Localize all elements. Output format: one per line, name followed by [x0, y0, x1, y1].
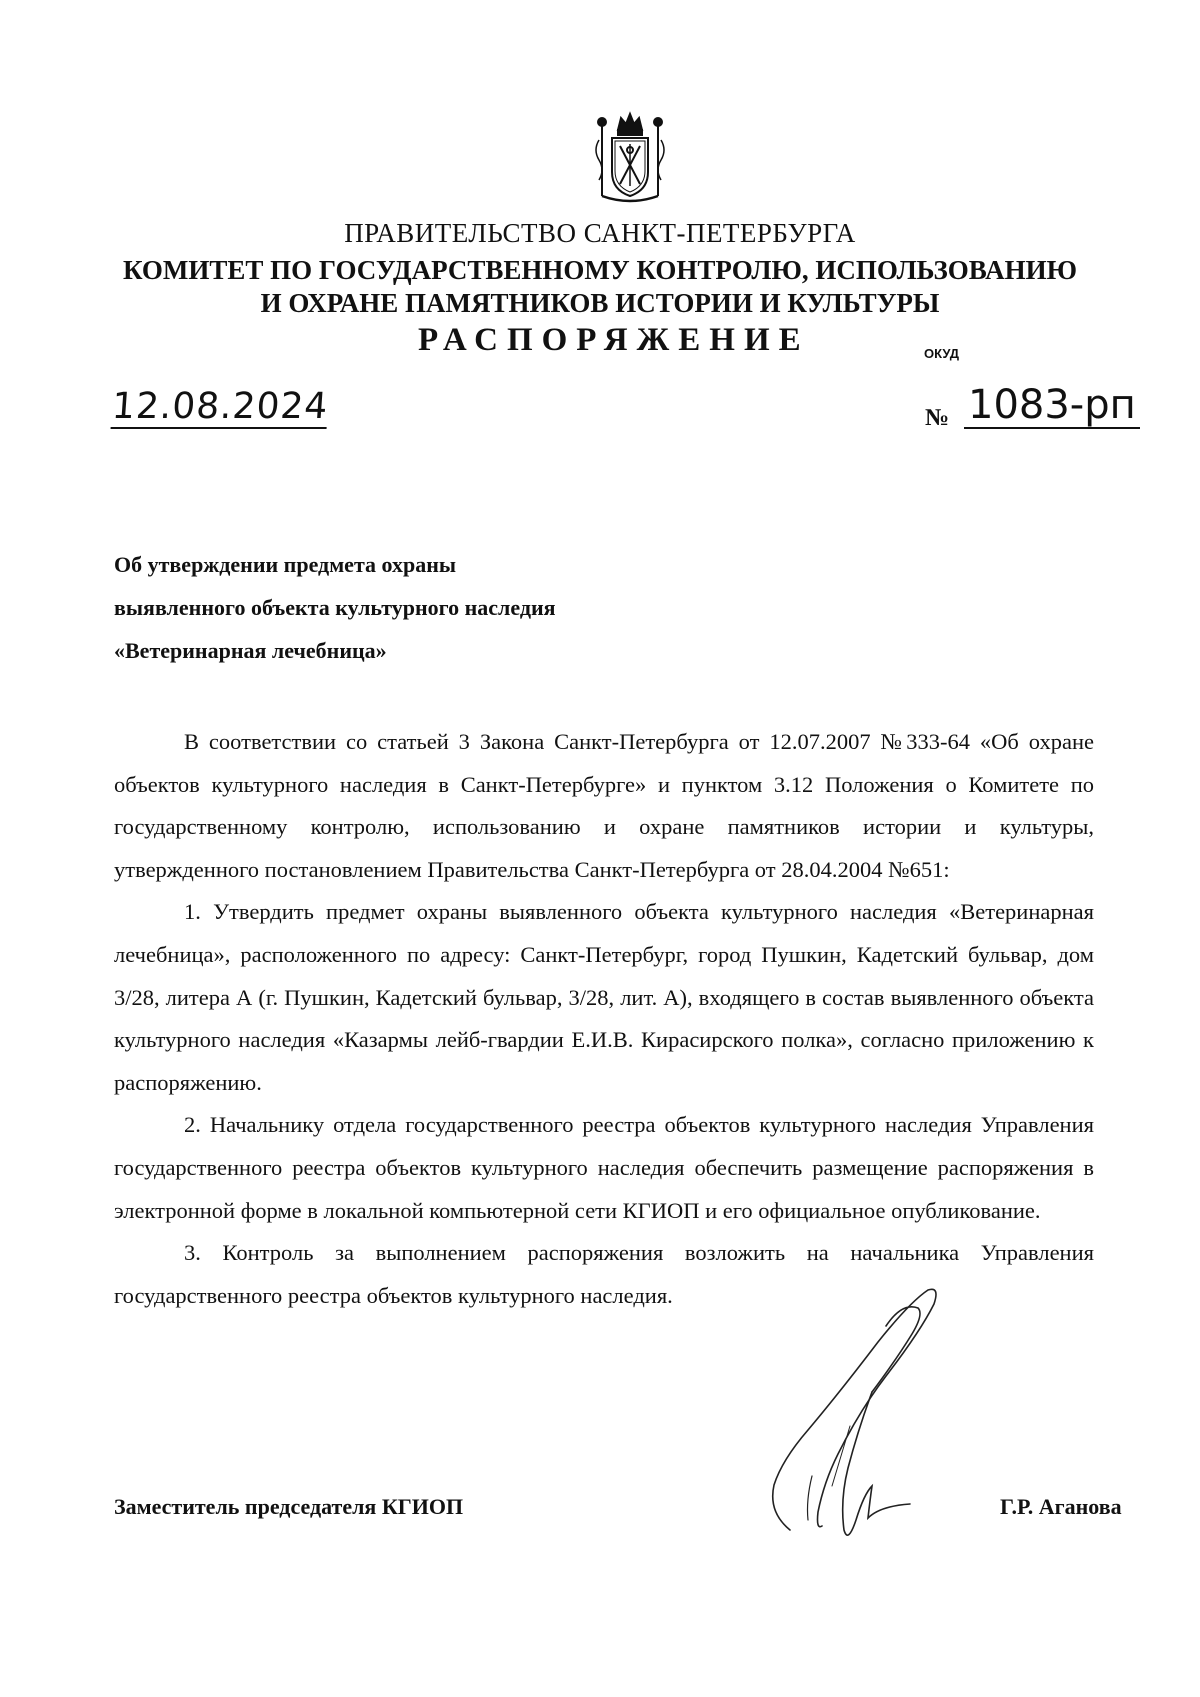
document-body	[114, 721, 1094, 1317]
committee-title-line2: И ОХРАНЕ ПАМЯТНИКОВ ИСТОРИИ И КУЛЬТУРЫ	[260, 288, 940, 318]
signer-position: Заместитель председателя КГИОП	[114, 1494, 464, 1519]
okud-label: ОКУД	[924, 346, 960, 361]
handwritten-document-number: 1083-рп	[964, 383, 1140, 429]
item-1-paragraph: 1. Утвердить предмет охраны выявленного объекта культурного наследия «Ветеринарная лечебница», расположенного по адресу: Санкт-Петербург, город Пушкин, Кадетский бульвар, дом 3/28, литера А (г. Пушкин, Кадетский бульвар, 3/28, лит. А), входящего в состав выявленного объекта культурного наследия «Казармы лейб-гвардии Е.И.В. Кирасирского полка», согласно приложению к распоряжению.	[114, 899, 1094, 1095]
committee-title-line1: КОМИТЕТ ПО ГОСУДАРСТВЕННОМУ КОНТРОЛЮ, ИСПОЛЬЗОВАНИЮ	[123, 255, 1077, 285]
subject-line-2: выявленного объекта культурного наследия	[114, 595, 556, 620]
document-type-title: РАСПОРЯЖЕНИЕ	[418, 322, 810, 358]
handwritten-date: 12.08.2024	[110, 386, 330, 427]
government-title: ПРАВИТЕЛЬСТВО САНКТ-ПЕТЕРБУРГА	[344, 218, 856, 248]
subject-line-1: Об утверждении предмета охраны	[114, 552, 457, 577]
subject-line-3: «Ветеринарная лечебница»	[114, 638, 387, 663]
coat-of-arms-icon	[585, 110, 675, 210]
number-sign: №	[925, 405, 950, 431]
item-2-paragraph: 2. Начальнику отдела государственного реестра объектов культурного наследия Управления государственного реестра объектов культурного наследия обеспечить размещение распоряжения в электронной форме в локальной компьютерной сети КГИОП и его официальное опубликование.	[114, 1112, 1094, 1223]
item-3-paragraph: 3. Контроль за выполнением распоряжения возложить на начальника Управления государственного реестра объектов культурного наследия.	[114, 1240, 1094, 1308]
signer-name: Г.Р. Аганова	[1000, 1494, 1122, 1519]
signature-image	[760, 1280, 970, 1560]
preamble-paragraph: В соответствии со статьей 3 Закона Санкт-Петербурга от 12.07.2007 №333-64 «Об охране объектов культурного наследия в Санкт-Петербурге» и пунктом 3.12 Положения о Комитете по государственному контролю, использованию и охране памятников истории и культуры, утвержденного постановлением Правительства Санкт-Петербурга от 28.04.2004 №651:	[114, 729, 1094, 882]
